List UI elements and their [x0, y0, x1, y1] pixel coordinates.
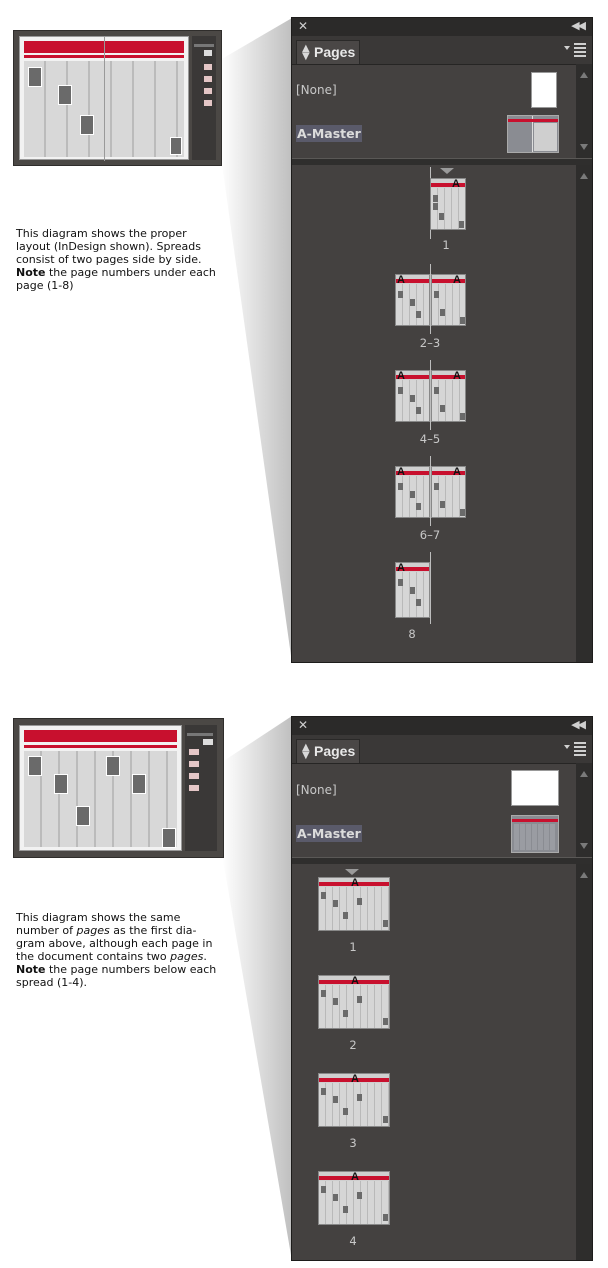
page-number-label: 6–7 [419, 528, 441, 542]
caption-line [16, 950, 226, 963]
caption-line [16, 924, 226, 937]
page-thumbnail[interactable] [431, 274, 466, 326]
collapse-double-arrow-icon[interactable]: ◀◀ [571, 19, 584, 32]
none-master-thumbnail[interactable] [531, 72, 557, 108]
magnify-funnel-top [220, 18, 300, 663]
page-number-label: 1 [442, 238, 450, 252]
none-master-thumbnail[interactable] [511, 770, 559, 806]
master-prefix: A [351, 1171, 359, 1183]
page-thumbnail[interactable] [430, 178, 466, 230]
tab-updown-icon: ▲ ▼ [302, 43, 310, 62]
collapse-double-arrow-icon[interactable]: ◀◀ [571, 718, 584, 731]
panel-divider[interactable] [292, 158, 592, 165]
none-master-label[interactable]: [None] [296, 783, 337, 797]
panel-menu-icon[interactable] [564, 43, 586, 57]
caption-line [16, 266, 226, 279]
page-thumbnail[interactable] [395, 562, 430, 618]
close-icon[interactable]: ✕ [298, 19, 309, 33]
master-prefix: A [453, 370, 461, 382]
caption-text: the document contains two [16, 950, 171, 963]
layout-thumbnail-top [13, 30, 222, 166]
master-scrollbar[interactable] [576, 763, 592, 857]
page-number-label: 2 [349, 1038, 357, 1052]
master-prefix: A [397, 562, 405, 574]
page-thumbnail[interactable] [395, 370, 430, 422]
layout-thumbnail-bottom [13, 718, 224, 858]
page-thumbnail[interactable] [318, 1171, 390, 1225]
panel-titlebar [292, 717, 592, 735]
caption-bottom [16, 911, 226, 989]
master-prefix: A [453, 466, 461, 478]
a-master-label[interactable]: A-Master [297, 826, 361, 841]
a-master-label[interactable]: A-Master [297, 126, 361, 141]
none-master-label[interactable]: [None] [296, 83, 337, 97]
master-prefix: A [397, 274, 405, 286]
pages-scrollbar[interactable] [576, 864, 592, 1260]
caption-line: layout (InDesign shown). Spreads [16, 240, 201, 253]
tab-updown-icon: ▲ ▼ [302, 742, 310, 761]
tab-label: Pages [314, 743, 356, 759]
caption-top [16, 227, 226, 292]
caption-line [16, 963, 226, 976]
magnify-funnel-bottom [222, 716, 298, 1261]
scroll-up-icon[interactable] [580, 771, 588, 777]
page-thumbnail[interactable] [318, 877, 390, 931]
tab-label: Pages [314, 44, 356, 60]
master-prefix: A [397, 466, 405, 478]
panel-tabrow [292, 735, 592, 764]
panel-divider[interactable] [292, 857, 592, 864]
caption-line: consist of two pages side by side. [16, 253, 202, 266]
current-page-marker [345, 869, 359, 875]
panel-menu-icon[interactable] [564, 742, 586, 756]
a-master-thumbnail[interactable] [507, 115, 559, 153]
page-number-label: 1 [349, 940, 357, 954]
master-prefix: A [397, 370, 405, 382]
caption-line: This diagram shows the proper [16, 227, 187, 240]
tab-pages[interactable] [296, 40, 360, 64]
page-number-label: 8 [408, 627, 416, 641]
page-number-label: 4–5 [419, 432, 441, 446]
current-page-marker [440, 168, 454, 174]
caption-text: as the first dia- [109, 924, 197, 937]
page-thumbnail[interactable] [318, 975, 390, 1029]
master-prefix: A [351, 877, 359, 889]
pages-scrollbar[interactable] [576, 165, 592, 662]
caption-line: spread (1-4). [16, 976, 88, 989]
scroll-down-icon[interactable] [580, 144, 588, 150]
panel-titlebar [292, 18, 592, 36]
caption-line: This diagram shows the same [16, 911, 181, 924]
caption-emphasis: pages [170, 950, 204, 963]
page-thumbnail[interactable] [318, 1073, 390, 1127]
caption-emphasis: pages [76, 924, 110, 937]
master-prefix: A [452, 178, 460, 190]
scroll-up-icon[interactable] [580, 173, 588, 179]
master-prefix: A [453, 274, 461, 286]
scroll-up-icon[interactable] [580, 872, 588, 878]
pages-panel-top [291, 17, 593, 663]
page-number-label: 3 [349, 1136, 357, 1150]
close-icon[interactable]: ✕ [298, 718, 309, 732]
tab-pages[interactable] [296, 739, 360, 763]
page-thumbnail[interactable] [431, 466, 466, 518]
caption-line: gram above, although each page in [16, 937, 213, 950]
page-number-label: 2–3 [419, 336, 441, 350]
spine [430, 552, 431, 624]
caption-text: . [203, 950, 207, 963]
page-thumbnail[interactable] [395, 274, 430, 326]
scroll-down-icon[interactable] [580, 843, 588, 849]
pages-panel-bottom [291, 716, 593, 1261]
caption-line: page (1-8) [16, 279, 74, 292]
page-thumbnail[interactable] [431, 370, 466, 422]
scroll-up-icon[interactable] [580, 72, 588, 78]
a-master-thumbnail[interactable] [511, 815, 559, 853]
page-thumbnail[interactable] [395, 466, 430, 518]
master-scrollbar[interactable] [576, 64, 592, 158]
master-prefix: A [351, 1073, 359, 1085]
note-label: Note [16, 266, 46, 279]
panel-tabrow [292, 36, 592, 65]
note-label: Note [16, 963, 46, 976]
caption-text: the page numbers under each [45, 266, 216, 279]
page-number-label: 4 [349, 1234, 357, 1248]
caption-text: the page numbers below each [45, 963, 217, 976]
caption-text: number of [16, 924, 77, 937]
master-prefix: A [351, 975, 359, 987]
